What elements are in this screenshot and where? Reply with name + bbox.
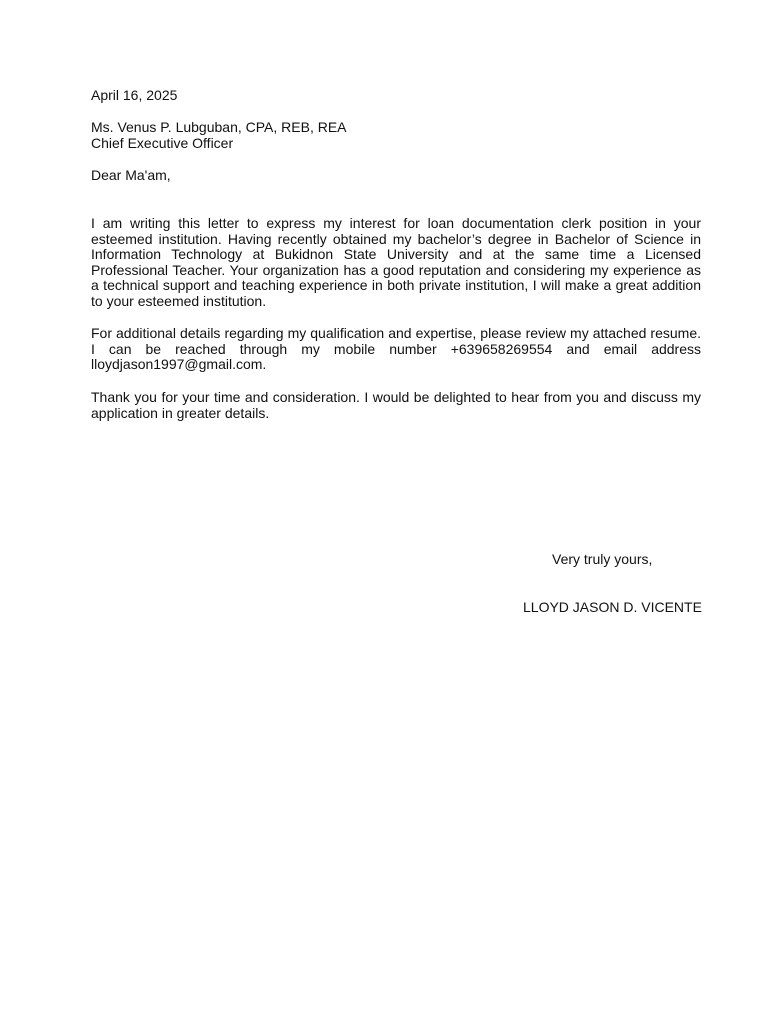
salutation: Dear Ma'am,	[91, 167, 171, 183]
letter-date: April 16, 2025	[91, 87, 178, 103]
body-paragraph-contact: For additional details regarding my qualification and expertise, please review my attached resume. I can be reached through my mobile number +639658269554 and email address lloydjason1997@gmail.com.	[91, 325, 701, 372]
recipient-title: Chief Executive Officer	[91, 135, 234, 151]
closing: Very truly yours,	[552, 551, 653, 567]
body-paragraph-intro: I am writing this letter to express my interest for loan documentation clerk position in your esteemed institution. Having recently obtained my bachelor’s degree in Bachelor of Science in Information Technology at Bukidnon State University and at the same time a Licensed Professional Teacher. Your organization has a good reputation and considering my experience as a technical support and teaching experience in both private institution, I will make a great addition to your esteemed institution.	[91, 215, 701, 309]
recipient-block	[91, 120, 347, 152]
recipient-name: Ms. Venus P. Lubguban, CPA, REB, REA	[91, 119, 347, 135]
signature-name: LLOYD JASON D. VICENTE	[523, 599, 702, 615]
body-paragraph-thanks: Thank you for your time and consideration. I would be delighted to hear from you and discuss my application in greater details.	[91, 389, 701, 421]
